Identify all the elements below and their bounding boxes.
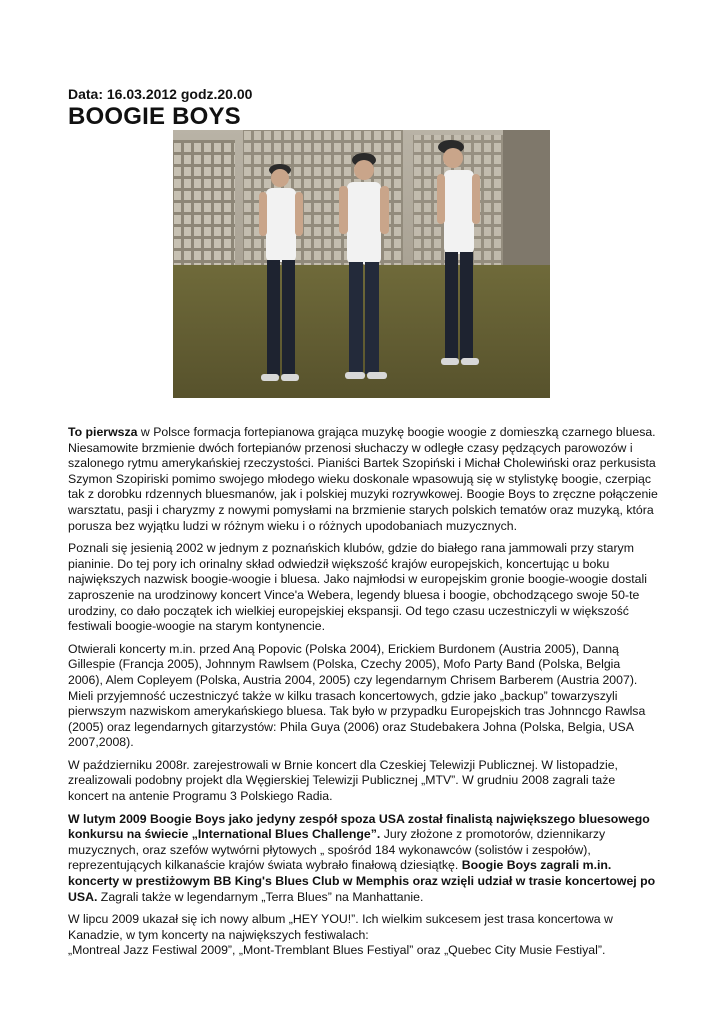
page-title: BOOGIE BOYS	[68, 103, 241, 130]
paragraph-album	[68, 912, 658, 959]
paragraph-ibc	[68, 812, 658, 906]
document-page	[68, 86, 658, 958]
intro-lead: To pierwsza	[68, 425, 138, 439]
intro-text: w Polsce formacja fortepianowa grająca muzykę boogie woogie z domieszką czarnego bluesa. Niesamowite brzmienie dwóch fortepianów przenosi słuchaczy w odległe czasy pędzących parowozów i szalonego rytmu amerykańskiej rzeczystości. Pianiści Bartek Szopiński i Michał Cholewiński oraz perkusista Szymon Szopiriski pomimo swojego młodego wieku doskonale wpasowują się w stylistykę boogie, czerpiąc tak z dorobku rdzennych bluesmanów, jak i polskiej muzyki rozrywkowej. Boogie Boys to zręczne połączenie warsztatu, pasji i charyzmy z nowymi pomysłami na brzmienie starych polskich tematów oraz muzyką, która porusza bez wyjątku ludzi w różnym wieku i o różnych upodobaniach muzycznych.	[68, 425, 658, 533]
band-photo	[173, 130, 550, 398]
paragraph-concerts: Otwierali koncerty m.in. przed Aną Popovic (Polska 2004), Erickiem Burdonem (Austria 2005), Danną Gillespie (Francja 2005), Johnnym Rawlsem (Polska, Czechy 2005), Mofo Party Band (Polska, Belgia 2006), Alem Copleyem (Polska, Austria 2004, 2005) czy legendarnym Chrisem Barberem (Austria 2007). Mieli przyjemność uczestniczyć także w kilku trasach koncertowych, gdzie jako „backup” towarzyszyli pierwszym nazwiskom amerykańskiego bluesa. Tak było w przypadku Europejskich tras Johnncgo Rawlsa (2005) oraz legendarnych gitarzystów: Phila Guya (2006) oraz Studebakera Johna (Polska, Belgia, USA 2007,2008).	[68, 641, 646, 750]
paragraph-history: Poznali się jesienią 2002 w jednym z poznańskich klubów, gdzie do białego rana jammowali przy starym pianinie. Do tej pory ich orinalny skład odwiedził większość krajów europejskich, koncertując u boku największych nazwisk boogie-woogie i bluesa. Jako najmłodsi w europejskim gronie boogie-woogie dostali zaproszenie na urodzinowy koncert Vince'a Webera, legendy bluesa i boogie, obchodzącego swoje 50-te urodziny, co dało początek ich wielkiej europejskiej ekspansji. Od tego czasu uczestniczyli w większość festiwali boogie-woogie na starym kontynencie.	[68, 541, 647, 634]
ibc-text-2: Zagrali także w legendarnym „Terra Blues” na Manhattanie.	[97, 889, 424, 904]
ibc-bold-2: Boogie Boys zagrali m.in. koncerty w prestiżowym BB King's Blues Club w Memphis oraz wzięli udział w trasie koncertowej po USA.	[68, 858, 656, 904]
event-date: Data: 16.03.2012 godz.20.00	[68, 86, 253, 102]
ibc-text-1: Jury złożone z promotorów, dziennikarzy muzycznych, oraz szefów wytwórni płytowych „ spośród 184 wykonawców (solistów i zespołów), reprezentujących kilkanaście krajów świata wybrało finałową dziesiątkę.	[68, 827, 606, 873]
ibc-bold-1: W lutym 2009 Boogie Boys jako jedyny zespół spoza USA został finalistą największego bluesowego konkursu na świecie „International Blues Challenge”.	[68, 811, 650, 842]
paragraph-television: W październiku 2008r. zarejestrowali w Brnie koncert dla Czeskiej Telewizji Publicznej. W listopadzie, zrealizowali podobny projekt dla Węgierskiej Telewizji Publicznej „MTV”. W grudniu 2008 zagrali taże koncert na antenie Programu 3 Polskiego Radia.	[68, 757, 618, 804]
album-line-1: W lipcu 2009 ukazał się ich nowy album „HEY YOU!”. Ich wielkim sukcesem jest trasa koncertowa w Kanadzie, w tym koncerty na największych festiwalach:	[68, 912, 613, 942]
article-body	[68, 425, 658, 966]
paragraph-intro	[68, 425, 658, 534]
album-line-2: „Montreal Jazz Festiwal 2009”, „Mont-Tremblant Blues Festiyal” oraz „Quebec City Musie Festiyal”.	[68, 943, 606, 958]
